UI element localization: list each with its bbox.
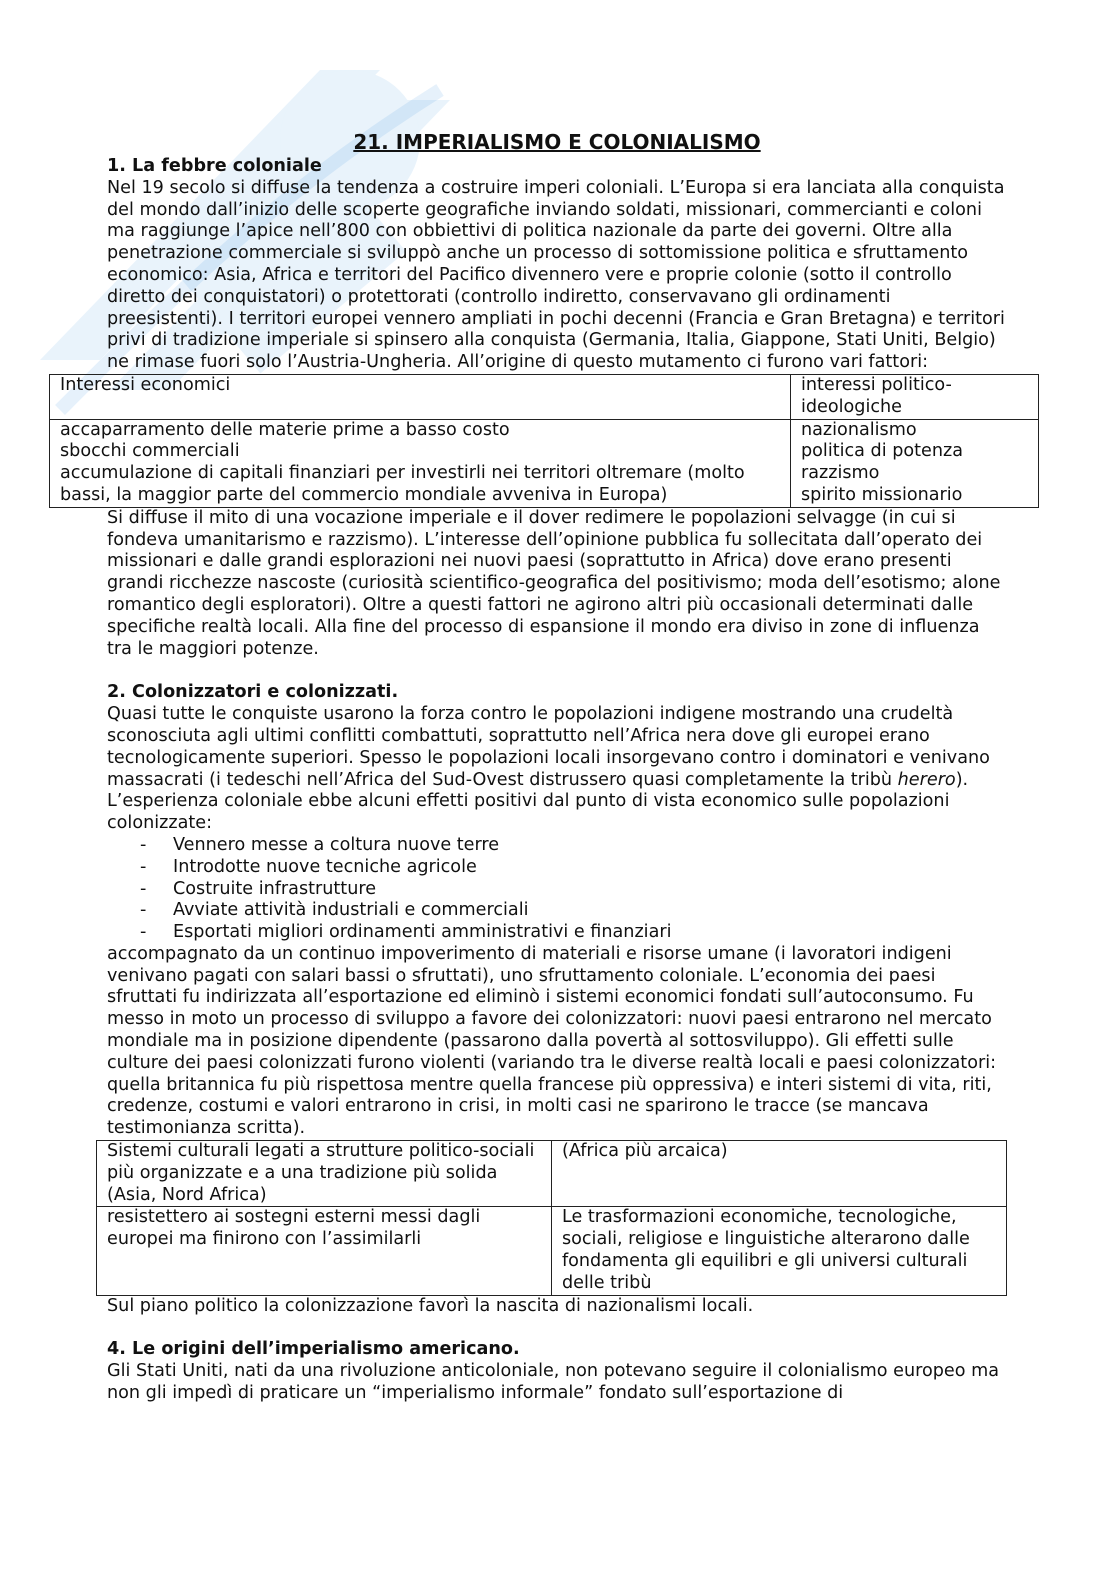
table-row [97,1141,1007,1207]
section-2-intro [107,704,1007,835]
cultures-r2c2: Le trasformazioni economiche, tecnologiche, sociali, religiose e linguistiche alterarono dalle fondamenta gli equilibri e gli universi culturali delle tribù [551,1207,1006,1295]
section-1-heading: 1. La febbre coloniale [107,156,322,176]
political-factor: nazionalismo [801,419,917,440]
factors-table-body-row [50,419,1039,507]
cultures-r1c2: (Africa più arcaica) [551,1141,1006,1207]
political-factor: spirito missionario [801,484,963,505]
economic-factor: sbocchi commerciali [60,441,240,462]
document-page [60,130,1007,1405]
list-item: - Vennero messe a coltura nuove terre [140,835,1007,857]
section-1-intro: Nel 19 secolo si diffuse la tendenza a costruire imperi coloniali. L’Europa si era lanciata alla conquista del mondo dall’inizio delle scoperte geografiche inviando soldati, missionari, commercianti e coloni ma raggiunge l’apice nell’800 con obbiettivi di politica nazionale da parte dei governi. Oltre alla penetrazione commerciale si sviluppò anche un processo di sottomissione politica e sfruttamento economico: Asia, Africa e territori del Pacifico divennero vere e proprie colonie (sotto il controllo diretto dei conquistatori) o protettorati (controllo indiretto, conservavano gli ordinamenti preesistenti). I territori europei vennero ampliati in pochi decenni (Francia e Gran Bretagna) e territori privi di tradizione imperiale si spinsero alla conquista (Germania, Italia, Giappone, Stati Uniti, Belgio) ne rimase fuori solo l’Austria-Ungheria. All’origine di questo mutamento ci furono vari fattori: [107,177,1005,373]
factors-table [49,374,1039,508]
section-1-after-table: Si diffuse il mito di una vocazione imperiale e il dover redimere le popolazioni selvagge (in cui si fondeva umanitarismo e razzismo). L’interesse dell’opinione pubblica fu sollecitata dall’operato dei missionari e dalle grandi esplorazioni nei nuovi paesi (soprattutto in Africa) dove erano presenti grandi ricchezze nascoste (curiosità scientifico-geografica del positivismo; moda dell’esotismo; alone romantico degli esploratori). Oltre a questi fattori ne agirono altri più occasionali determinati dalle specifiche realtà locali. Alla fine del processo di espansione il mondo era diviso in zone di influenza tra le maggiori potenze. [107,507,1001,659]
factors-header-economic: Interessi economici [50,374,791,419]
cultures-r2c1: resistettero ai sostegni esterni messi dagli europei ma finirono con l’assimilarli [97,1207,552,1295]
factors-header-political: interessi politico-ideologiche [791,374,1039,419]
economic-factor: accumulazione di capitali finanziari per investirli nei territori oltremare (molto bassi, la maggior parte del commercio mondiale avveniva in Europa) [60,463,745,505]
section-4-heading: 4. Le origini dell’imperialismo americano. [107,1339,520,1360]
economic-factor: accaparramento delle materie prime a basso costo [60,419,510,440]
list-item: - Costruite infrastrutture [140,879,1007,901]
list-item: - Introdotte nuove tecniche agricole [140,857,1007,879]
section-4-text: Gli Stati Uniti, nati da una rivoluzione anticoloniale, non potevano seguire il colonialismo europeo ma non gli impedì di praticare un “imperialismo informale” fondato sull’esportazione di [107,1361,1000,1404]
factors-economic-cell [50,419,791,507]
section-2-after-list: accompagnato da un continuo impoverimento di materiali e risorse umane (i lavoratori indigeni venivano pagati con salari bassi o sfruttati), uno sfruttamento coloniale. L’economia dei paesi sfruttati fu indirizzata all’esportazione ed eliminò i sistemi economici fondati sull’autoconsumo. Fu messo in moto un processo di sviluppo a favore dei colonizzatori: nuovi paesi entrarono nel mercato mondiale ma in posizione dipendente (passarono dalla povertà al sottosviluppo). Gli effetti sulle culture dei paesi colonizzati furono violenti (variando tra le diverse realtà locali e paesi colonizzatori: quella britannica fu più rispettosa mentre quella francese più oppressiva) e interi sistemi di vita, riti, credenze, costumi e valori entrarono in crisi, in molti casi ne sparirono le tracce (se mancava testimonianza scritta). [107,943,997,1139]
list-item: - Avviate attività industriali e commerciali [140,900,1007,922]
cultures-r1c1: Sistemi culturali legati a strutture politico-sociali più organizzate e a una tradizione più solida (Asia, Nord Africa) [97,1141,552,1207]
section-2-intro-part-2: ). L’esperienza coloniale ebbe alcuni effetti positivi dal punto di vista economico sulle popolazioni colonizzate: [107,769,969,834]
political-factor: politica di potenza [801,441,964,462]
cultures-table [96,1140,1007,1296]
document-title: 21. IMPERIALISMO E COLONIALISMO [353,130,761,154]
section-2-closing: Sul piano politico la colonizzazione favorì la nascita di nazionalismi locali. [107,1295,754,1316]
table-row [97,1207,1007,1295]
section-2-intro-part-1: Quasi tutte le conquiste usarono la forza contro le popolazioni indigene mostrando una crudeltà sconosciuta agli ultimi conflitti combattuti, soprattutto nell’Africa nera dove gli europei erano tecnologicamente superiori. Spesso le popolazioni locali insorgevano contro i dominatori e venivano massacrati (i tedeschi nell’Africa del Sud-Ovest distrussero quasi completamente la tribù [107,704,990,790]
political-factor: razzismo [801,463,880,484]
positive-effects-list [107,835,1007,944]
herero-term: herero [897,769,956,790]
list-item: - Esportati migliori ordinamenti amministrativi e finanziari [140,922,1007,944]
factors-political-cell [791,419,1039,507]
section-2-heading: 2. Colonizzatori e colonizzati. [107,682,399,703]
factors-table-header-row [50,374,1039,419]
